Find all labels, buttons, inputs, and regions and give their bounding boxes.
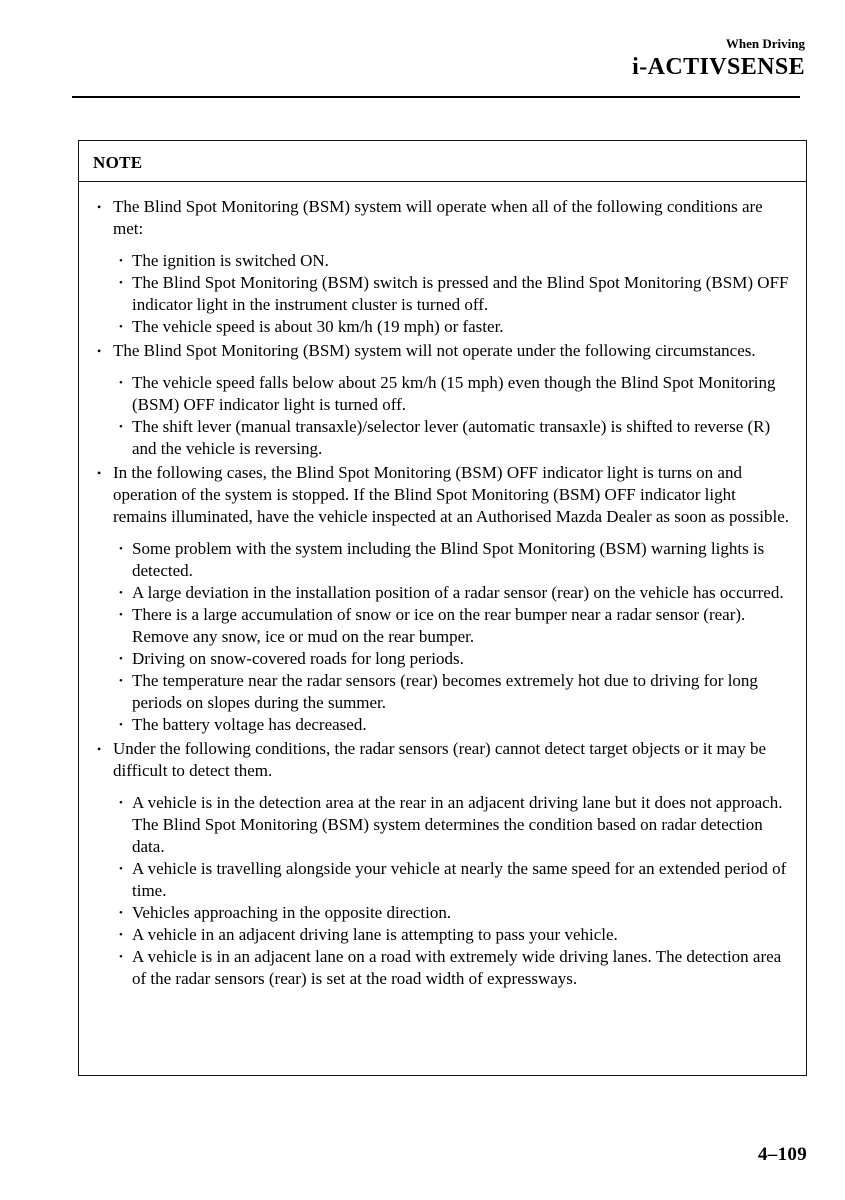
page-header xyxy=(72,36,805,80)
note-subitem xyxy=(117,648,790,670)
note-sublist xyxy=(117,372,790,460)
note-item-text: Under the following conditions, the radar sensors (rear) cannot detect target objects or it may be difficult to detect them. xyxy=(113,739,767,780)
note-item xyxy=(95,196,790,240)
note-subitem xyxy=(117,538,790,582)
note-item xyxy=(95,462,790,528)
bullet-icon: • xyxy=(119,951,123,963)
note-subitem-text: The temperature near the radar sensors (rear) becomes extremely hot due to driving for long periods on slopes during the summer. xyxy=(132,671,758,712)
bullet-icon: • xyxy=(119,321,123,333)
note-subitem-text: There is a large accumulation of snow or ice on the rear bumper near a radar sensor (rear). Remove any snow, ice or mud on the rear bumper. xyxy=(132,605,746,646)
note-subitem-text: A vehicle is in the detection area at the rear in an adjacent driving lane but it does not approach. The Blind Spot Monitoring (BSM) system determines the condition based on radar detection data. xyxy=(132,793,783,856)
note-subitem-text: Vehicles approaching in the opposite direction. xyxy=(132,903,452,922)
bullet-icon: • xyxy=(119,543,123,555)
bullet-icon: • xyxy=(119,907,123,919)
note-label: NOTE xyxy=(79,141,806,182)
note-sublist xyxy=(117,250,790,338)
bullet-icon: • xyxy=(97,466,102,480)
bullet-icon: • xyxy=(119,255,123,267)
note-subitem-text: The vehicle speed falls below about 25 km/h (15 mph) even though the Blind Spot Monitoring (BSM) OFF indicator light is turned off. xyxy=(132,373,776,414)
bullet-icon: • xyxy=(119,377,123,389)
bullet-icon: • xyxy=(119,719,123,731)
header-rule xyxy=(72,96,800,98)
note-content xyxy=(79,182,806,1010)
header-section-label: When Driving xyxy=(725,36,805,51)
bullet-icon: • xyxy=(119,277,123,289)
note-subitem-text: The battery voltage has decreased. xyxy=(132,715,367,734)
note-item xyxy=(95,738,790,782)
note-subitem xyxy=(117,582,790,604)
bullet-icon: • xyxy=(119,421,123,433)
note-subitem xyxy=(117,670,790,714)
bullet-icon: • xyxy=(119,863,123,875)
page-title: i-ACTIVSENSE xyxy=(632,54,805,80)
bullet-icon: • xyxy=(119,587,123,599)
note-subitem-text: Some problem with the system including the Blind Spot Monitoring (BSM) warning lights is detected. xyxy=(132,539,765,580)
note-subitem-text: A vehicle is travelling alongside your vehicle at nearly the same speed for an extended period of time. xyxy=(132,859,787,900)
note-subitem-text: A vehicle is in an adjacent lane on a road with extremely wide driving lanes. The detection area of the radar sensors (rear) is set at the road width of expressways. xyxy=(132,947,782,988)
note-subitem-text: The ignition is switched ON. xyxy=(132,251,329,270)
bullet-icon: • xyxy=(119,675,123,687)
note-subitem xyxy=(117,416,790,460)
note-box xyxy=(78,140,807,1076)
note-subitem xyxy=(117,372,790,416)
note-subitem-text: The shift lever (manual transaxle)/selector lever (automatic transaxle) is shifted to reverse (R) and the vehicle is reversing. xyxy=(132,417,771,458)
bullet-icon: • xyxy=(119,797,123,809)
bullet-icon: • xyxy=(119,609,123,621)
note-item-text: In the following cases, the Blind Spot Monitoring (BSM) OFF indicator light is turns on and operation of the system is stopped. If the Blind Spot Monitoring (BSM) OFF indicator light remains illuminated, have the vehicle inspected at an Authorised Mazda Dealer as soon as possible. xyxy=(113,463,790,526)
note-subitem xyxy=(117,316,790,338)
bullet-icon: • xyxy=(97,344,102,358)
note-subitem xyxy=(117,272,790,316)
note-subitem xyxy=(117,250,790,272)
bullet-icon: • xyxy=(97,200,102,214)
note-subitem-text: The vehicle speed is about 30 km/h (19 mph) or faster. xyxy=(132,317,504,336)
note-subitem xyxy=(117,792,790,858)
bullet-icon: • xyxy=(97,742,102,756)
note-item-text: The Blind Spot Monitoring (BSM) system will not operate under the following circumstances. xyxy=(113,341,756,360)
note-subitem-text: A vehicle in an adjacent driving lane is attempting to pass your vehicle. xyxy=(132,925,618,944)
note-subitem xyxy=(117,858,790,902)
note-item-text: The Blind Spot Monitoring (BSM) system will operate when all of the following conditions are met: xyxy=(113,197,763,238)
note-subitem-text: Driving on snow-covered roads for long periods. xyxy=(132,649,464,668)
note-subitem xyxy=(117,946,790,990)
note-sublist xyxy=(117,538,790,736)
page-number: 4–109 xyxy=(758,1144,807,1165)
note-item xyxy=(95,340,790,362)
note-subitem xyxy=(117,604,790,648)
note-subitem xyxy=(117,924,790,946)
note-subitem-text: The Blind Spot Monitoring (BSM) switch is pressed and the Blind Spot Monitoring (BSM) OFF indicator light in the instrument cluster is turned off. xyxy=(132,273,789,314)
note-subitem xyxy=(117,714,790,736)
note-sublist xyxy=(117,792,790,990)
note-subitem xyxy=(117,902,790,924)
note-subitem-text: A large deviation in the installation position of a radar sensor (rear) on the vehicle has occurred. xyxy=(132,583,784,602)
bullet-icon: • xyxy=(119,929,123,941)
bullet-icon: • xyxy=(119,653,123,665)
